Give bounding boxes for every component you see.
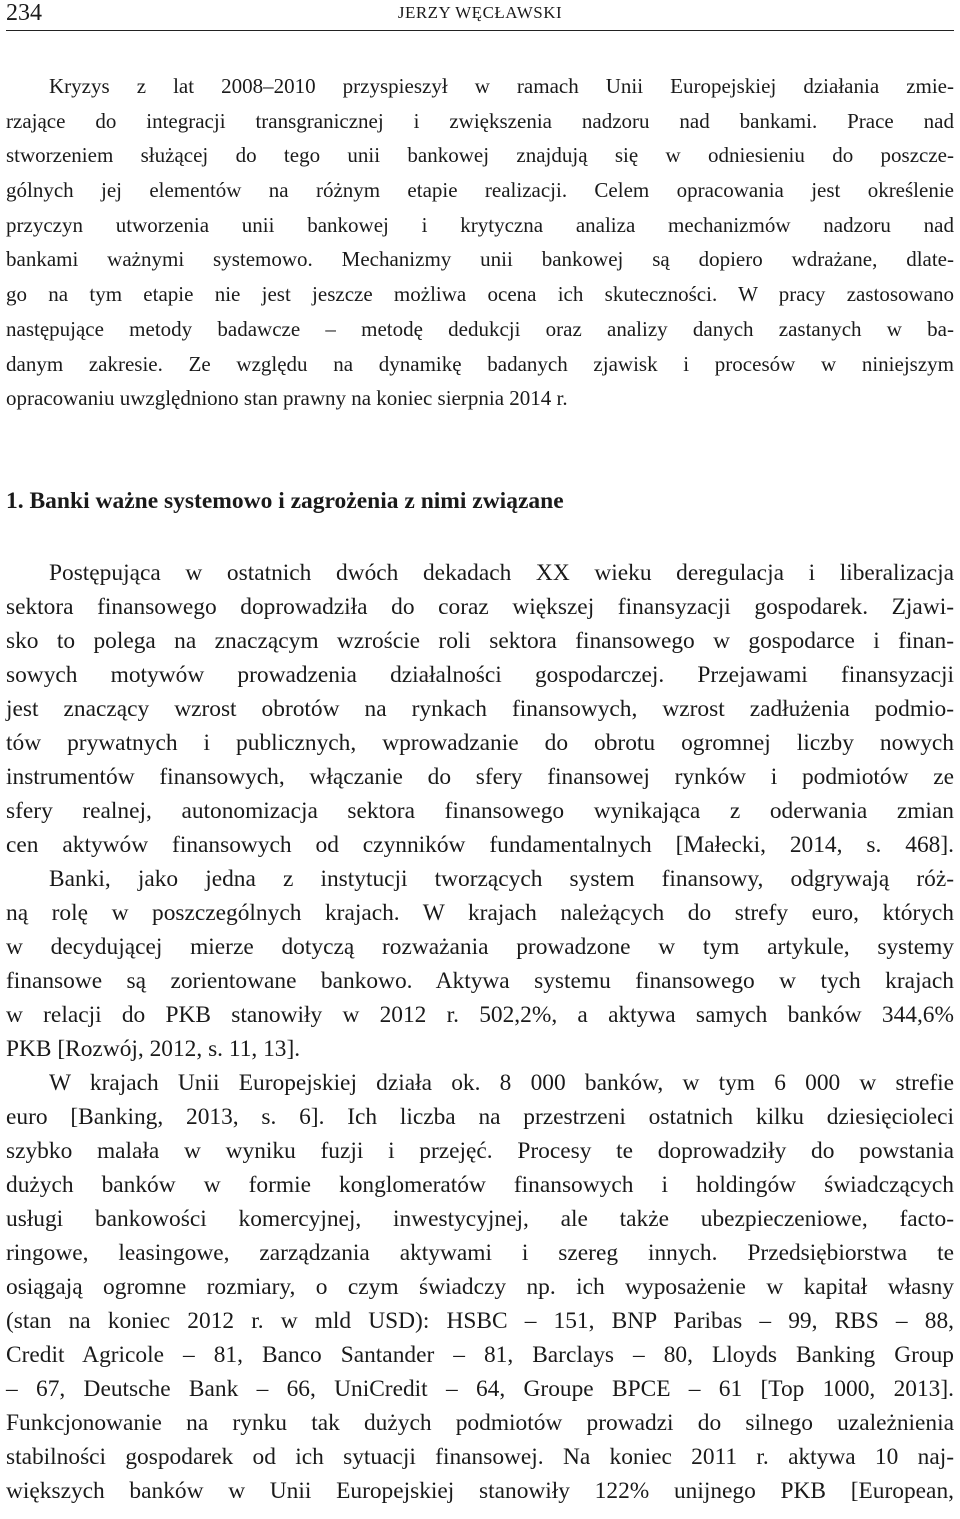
body-line: finansowe są zorientowane bankowo. Aktywa systemu finansowego w tych krajach bbox=[6, 968, 954, 994]
body-line: usługi bankowości komercyjnej, inwestycyjnej, ale także ubezpieczeniowe, facto- bbox=[6, 1206, 954, 1232]
page-number: 234 bbox=[6, 0, 42, 26]
body-line: ną rolę w poszczególnych krajach. W krajach należących do strefy euro, których bbox=[6, 900, 954, 926]
abstract-line: gólnych jej elementów na różnym etapie realizacji. Celem opracowania jest określenie bbox=[6, 178, 954, 203]
section-heading: 1. Banki ważne systemowo i zagrożenia z nimi związane bbox=[6, 488, 564, 514]
abstract-line: danym zakresie. Ze względu na dynamikę badanych zjawisk i procesów w niniejszym bbox=[6, 351, 954, 376]
abstract-line: Kryzys z lat 2008–2010 przyspieszył w ramach Unii Europejskiej działania zmie- bbox=[49, 74, 954, 98]
abstract-line: rzające do integracji transgranicznej i zwiększenia nadzoru nad bankami. Prace nad bbox=[6, 108, 954, 133]
body-line: Credit Agricole – 81, Banco Santander – 81, Barclays – 80, Lloyds Banking Group bbox=[6, 1342, 954, 1368]
body-line: ringowe, leasingowe, zarządzania aktywami i szereg innych. Przedsiębiorstwa te bbox=[6, 1240, 954, 1266]
body-line: tów prywatnych i publicznych, wprowadzanie do obrotu ogromnej liczby nowych bbox=[6, 730, 954, 756]
body-text bbox=[6, 556, 954, 1508]
body-line: w relacji do PKB stanowiły w 2012 r. 502,2%, a aktywa samych banków 344,6% bbox=[6, 1002, 954, 1028]
abstract-line: bankami ważnymi systemowo. Mechanizmy unii bankowej są dopiero wdrażane, dlate- bbox=[6, 247, 954, 272]
body-line: stabilności gospodarek od ich sytuacji finansowej. Na koniec 2011 r. aktywa 10 naj- bbox=[6, 1444, 954, 1470]
body-line: sowych motywów prowadzenia działalności gospodarczej. Przejawami finansyzacji bbox=[6, 662, 954, 688]
body-line: dużych banków w formie konglomeratów finansowych i holdingów świadczących bbox=[6, 1172, 954, 1198]
header-rule bbox=[6, 30, 954, 31]
body-line: sektora finansowego doprowadziła do coraz większej finansyzacji gospodarek. Zjawi- bbox=[6, 594, 954, 620]
body-line: większych banków w Unii Europejskiej stanowiły 122% unijnego PKB [European, bbox=[6, 1478, 954, 1504]
abstract-line: go na tym etapie nie jest jeszcze możliwa ocena ich skuteczności. W pracy zastosowano bbox=[6, 282, 954, 307]
body-line: euro [Banking, 2013, s. 6]. Ich liczba na przestrzeni ostatnich kilku dziesięcioleci bbox=[6, 1104, 954, 1130]
body-line: Postępująca w ostatnich dwóch dekadach XX wieku deregulacja i liberalizacja bbox=[49, 560, 954, 586]
body-line: w decydującej mierze dotyczą rozważania prowadzone w tym artykule, systemy bbox=[6, 934, 954, 960]
body-line: PKB [Rozwój, 2012, s. 11, 13]. bbox=[6, 1036, 301, 1062]
page-header bbox=[6, 0, 954, 30]
body-line: sfery realnej, autonomizacja sektora finansowego wynikająca z oderwania zmian bbox=[6, 798, 954, 824]
body-line: szybko malała w wyniku fuzji i przejęć. Procesy te doprowadziły do powstania bbox=[6, 1138, 954, 1164]
abstract-line: opracowaniu uwzględniono stan prawny na koniec sierpnia 2014 r. bbox=[6, 386, 568, 411]
abstract-line: przyczyn utworzenia unii bankowej i krytyczna analiza mechanizmów nadzoru nad bbox=[6, 212, 954, 237]
body-line: cen aktywów finansowych od czynników fundamentalnych [Małecki, 2014, s. 468]. bbox=[6, 832, 954, 858]
body-line: (stan na koniec 2012 r. w mld USD): HSBC – 151, BNP Paribas – 99, RBS – 88, bbox=[6, 1308, 954, 1334]
body-line: Funkcjonowanie na rynku tak dużych podmiotów prowadzi do silnego uzależnienia bbox=[6, 1410, 954, 1436]
body-line: osiągają ogromne rozmiary, o czym świadczy np. ich wyposażenie w kapitał własny bbox=[6, 1274, 954, 1300]
body-line: sko to polega na znaczącym wzroście roli sektora finansowego w gospodarce i finan- bbox=[6, 628, 954, 654]
abstract-line: następujące metody badawcze – metodę dedukcji oraz analizy danych zastanych w ba- bbox=[6, 316, 954, 341]
body-line: jest znaczący wzrost obrotów na rynkach finansowych, wzrost zadłużenia podmio- bbox=[6, 696, 954, 722]
running-head: JERZY WĘCŁAWSKI bbox=[397, 3, 563, 22]
abstract-line: stworzeniem służącej do tego unii bankowej znajdują się w odniesieniu do poszcze- bbox=[6, 143, 954, 168]
abstract bbox=[6, 69, 954, 416]
body-line: – 67, Deutsche Bank – 66, UniCredit – 64, Groupe BPCE – 61 [Top 1000, 2013]. bbox=[6, 1376, 954, 1402]
body-line: instrumentów finansowych, włączanie do sfery finansowej rynków i podmiotów ze bbox=[6, 764, 954, 790]
body-line: W krajach Unii Europejskiej działa ok. 8 000 banków, w tym 6 000 w strefie bbox=[49, 1070, 954, 1096]
body-line: Banki, jako jedna z instytucji tworzących system finansowy, odgrywają róż- bbox=[49, 866, 954, 892]
